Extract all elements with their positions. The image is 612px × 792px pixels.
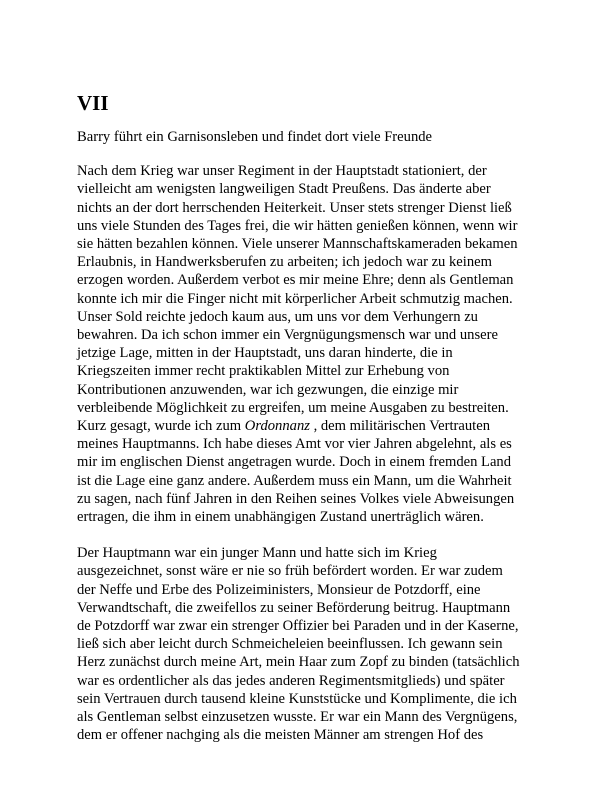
chapter-title: Barry führt ein Garnisonsleben und findet dort viele Freunde	[77, 129, 433, 145]
text-line: der Neffe und Erbe des Polizeiministers, Monsieur de Potzdorff, eine	[77, 581, 481, 598]
text-line: ausgezeichnet, sonst wäre er nie so früh befördert worden. Er war zudem	[77, 563, 503, 580]
text-line: ist die Lage eine ganz andere. Außerdem muss ein Mann, um die Wahrheit	[77, 472, 512, 489]
text-line: de Potzdorff war zwar ein strenger Offizier bei Paraden und in der Kaserne,	[77, 618, 519, 635]
text-line-with-italic	[77, 417, 542, 435]
text-line: Kontributionen anzuwenden, war ich gezwungen, die einzige mir	[77, 381, 459, 398]
text-line: jetzige Lage, mitten in der Hauptstadt, uns daran hinderte, die in	[77, 345, 453, 362]
text-line: zu sagen, nach fünf Jahren in den Reihen seines Volkes viele Abweisungen	[77, 490, 515, 507]
chapter-number: VII	[77, 91, 109, 115]
text-line: Unser Sold reichte jedoch kaum aus, um uns vor dem Verhungern zu	[77, 308, 478, 325]
text-line: konnte ich mir die Finger nicht mit körperlicher Arbeit schmutzig machen.	[77, 290, 513, 307]
text-fragment: , dem militärischen Vertrauten	[309, 418, 490, 435]
text-line: sein Vertrauen durch tausend kleine Kunststücke und Komplimente, die ich	[77, 690, 517, 707]
text-line: bewahren. Da ich schon immer ein Vergnügungsmensch war und unsere	[77, 327, 498, 344]
text-line: sie hätten bezahlen können. Viele unserer Mannschaftskameraden bekamen	[77, 236, 518, 253]
text-line: als Gentleman selbst einzusetzen wusste. Er war ein Mann des Vergnügens,	[77, 709, 518, 726]
italic-term: Ordonnanz	[244, 418, 310, 435]
text-line: verbleibende Möglichkeit zu ergreifen, um meine Ausgaben zu bestreiten.	[77, 399, 509, 416]
paragraph-2	[77, 544, 542, 744]
text-line: Kriegszeiten immer recht praktikablen Mittel zur Erhebung von	[77, 363, 450, 380]
text-fragment: Kurz gesagt, wurde ich zum	[77, 418, 245, 435]
text-line: ließ sich aber leicht durch Schmeicheleien beeinflussen. Ich gewann sein	[77, 636, 503, 653]
text-line: uns viele Stunden des Tages frei, die wir hätten genießen können, wenn wir	[77, 217, 518, 234]
text-line: dem er offener nachging als die meisten Männer am strengen Hof des	[77, 727, 484, 744]
text-line: Herz zunächst durch meine Art, mein Haar zum Zopf zu binden (tatsächlich	[77, 654, 520, 671]
text-line: vielleicht am wenigsten langweiligen Stadt Preußens. Das änderte aber	[77, 181, 491, 198]
text-line: ertragen, die ihm in einem unabhängigen Zustand unerträglich wären.	[77, 509, 484, 526]
text-line: Nach dem Krieg war unser Regiment in der Hauptstadt stationiert, der	[77, 163, 487, 180]
page-content	[77, 90, 542, 763]
text-line: erzogen worden. Außerdem verbot es mir meine Ehre; denn als Gentleman	[77, 272, 514, 289]
text-line: Verwandtschaft, die zweifellos zu seiner Beförderung beitrug. Hauptmann	[77, 599, 511, 616]
text-line: nichts an der dort herrschenden Heiterkeit. Unser stets strenger Dienst ließ	[77, 199, 512, 216]
text-line: war es ordentlicher als das jedes anderen Regimentsmitglieds) und später	[77, 672, 505, 689]
text-line: meines Hauptmanns. Ich habe dieses Amt vor vier Jahren abgelehnt, als es	[77, 436, 512, 453]
text-line: Erlaubnis, in Handwerksberufen zu arbeiten; ich jedoch war zu keinem	[77, 254, 492, 271]
text-line: mir im englischen Dienst angetragen wurde. Doch in einem fremden Land	[77, 454, 512, 471]
paragraph-1	[77, 162, 542, 526]
text-line: Der Hauptmann war ein junger Mann und hatte sich im Krieg	[77, 545, 437, 562]
